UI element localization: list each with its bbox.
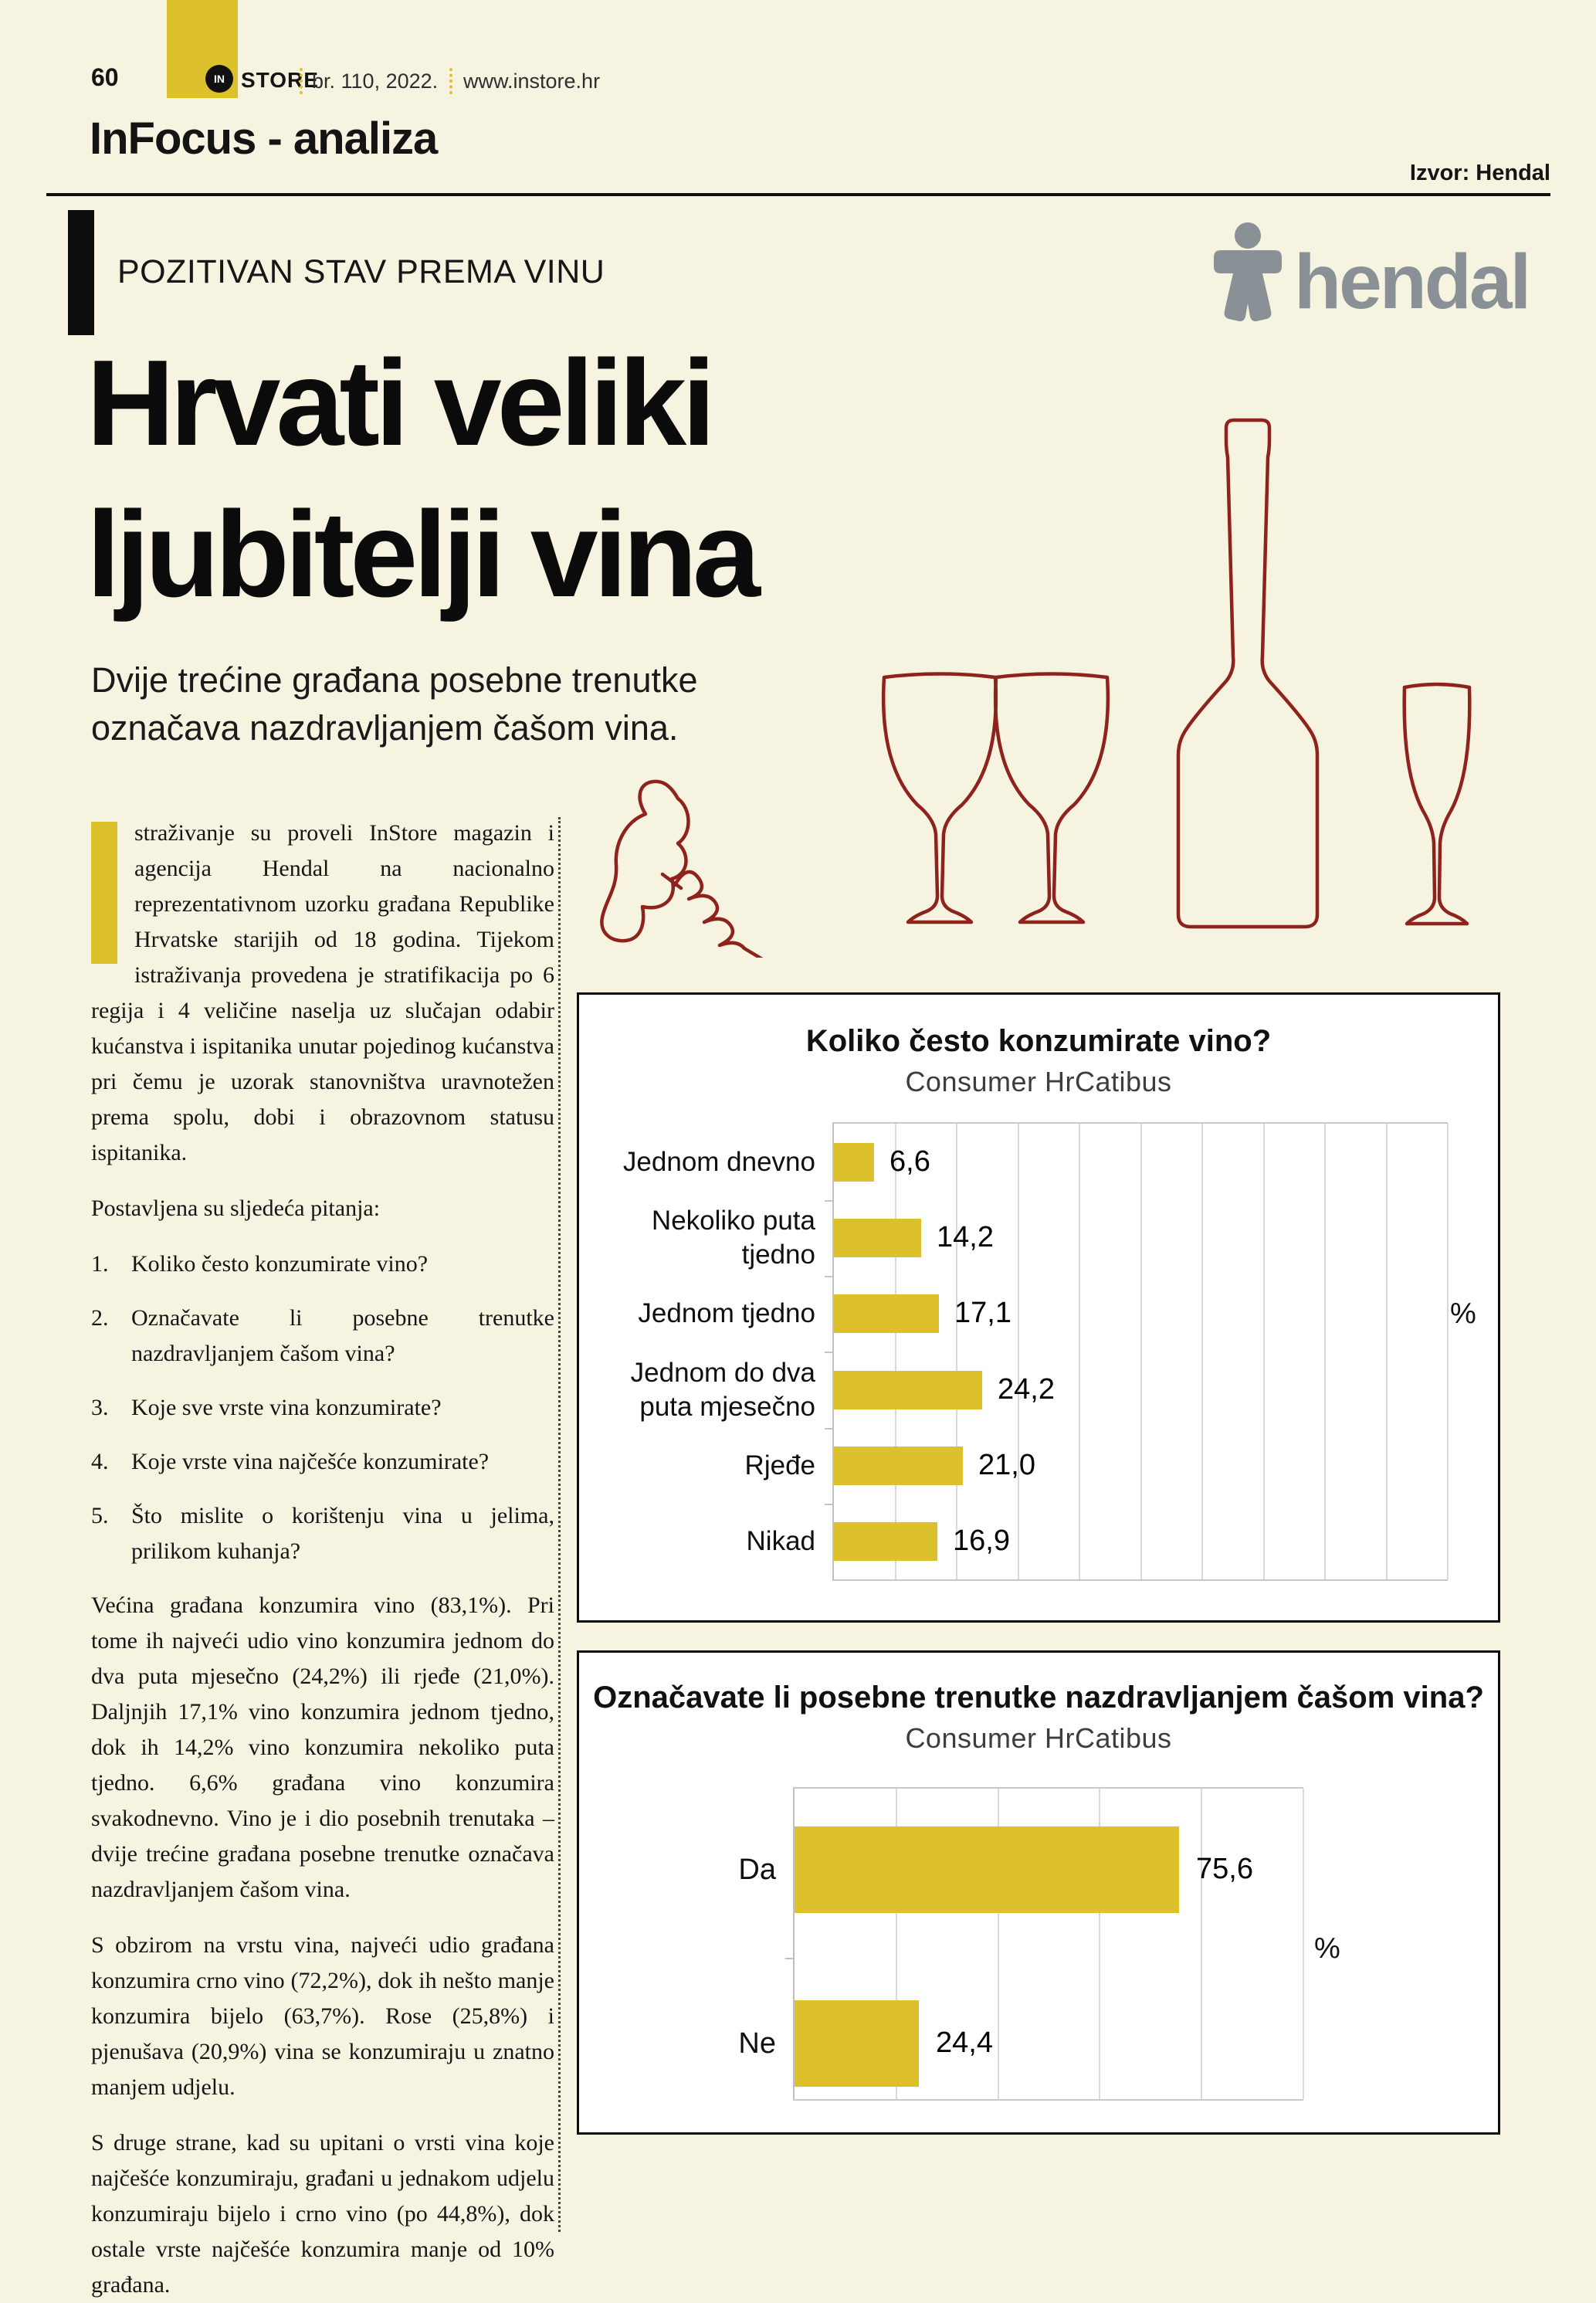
question-text: Što mislite o korištenju vina u jelima, prilikom kuhanja? [131,1503,554,1564]
gridline [1447,1124,1449,1579]
question-number: 3. [91,1395,109,1420]
question-number: 4. [91,1449,109,1474]
question-number: 1. [91,1251,109,1277]
bar-ne [795,2000,919,2087]
bar-da [795,1826,1179,1913]
gridline [1079,1124,1080,1579]
bar-jednom-do-dva-puta-mjese-no [834,1371,982,1409]
category-label: Jednom dnevno [622,1147,815,1177]
question-text: Koje vrste vina najčešće konzumirate? [131,1449,490,1474]
article-paragraph: Većina građana konzumira vino (83,1%). Pri tome ih najveći udio vino konzumira jednom do dva puta mjesečno (24,2%) ili rjeđe (21,0%). Daljnjih 17,1% vino konzumira jednom tjedno, dok ih 14,2% vino konzumira nekoliko puta tjedno. 6,6% građana vino konzumira svakodnevno. Vino je i dio posebnih trenutaka – dvije trećine građana posebne trenutke označava nazdravljanjem čašom vina. [91,1592,554,1902]
article-paragraph: S obzirom na vrstu vina, najveći udio građana konzumira crno vino (72,2%), dok ih nešto manje konzumira bijelo (63,7%). Rose (25,8%) i pjenušava (20,9%) vina se konzumiraju u znatno manjem udjelu. [91,1932,554,2100]
chart-title: Koliko često konzumirate vino? [805,1024,1272,1058]
value-label: 6,6 [889,1145,930,1178]
drop-cap-bar [91,822,117,964]
axis-tick [825,1200,832,1202]
gridline [1018,1124,1019,1579]
header-rule [46,193,1550,196]
kicker-bar [68,210,94,335]
chart-subtitle: Consumer HrCatibus [905,1066,1172,1097]
wine-bottle-illustration [1178,420,1317,927]
column-divider [558,817,561,2232]
bar-jednom-tjedno [834,1294,939,1333]
category-label: Nikad [746,1526,815,1556]
value-label: 14,2 [937,1221,994,1253]
question-text: Označavate li posebne trenutke nazdravljanjem čašom vina? [131,1305,554,1366]
axis-tick [825,1276,832,1277]
chart-consumption-frequency [577,992,1500,1623]
value-label: 21,0 [978,1449,1035,1481]
gridline [1201,1789,1202,2099]
unit-label: % [1450,1297,1476,1330]
gridline [1303,1789,1304,2099]
category-label: Jednom do dva puta mjesečno [630,1358,815,1422]
chart-toasting-special-moments [577,1650,1500,2135]
axis-tick [825,1352,832,1353]
value-label: 75,6 [1196,1853,1253,1885]
instore-logo-icon: IN [205,65,233,93]
question-text: Koje sve vrste vina konzumirate? [131,1395,442,1420]
unit-label: % [1314,1932,1340,1965]
category-label: Da [738,1854,776,1886]
chart-plot-area [832,1122,1448,1581]
bar-nekoliko-puta-tjedno [834,1219,921,1257]
wine-glasses-illustration [883,674,1108,923]
question-number: 5. [91,1503,109,1528]
article-lead: Dvije trećine građana posebne trenutke označava nazdravljanjem čašom vina. [91,660,698,748]
question-item [91,1498,554,1569]
gridline [1201,1124,1203,1579]
issue-number: br. 110, 2022. [312,70,439,93]
gridline [1324,1124,1326,1579]
question-item [91,1444,554,1480]
category-label: Jednom tjedno [638,1298,815,1328]
source-credit: Izvor: Hendal [1409,161,1550,185]
article-paragraph: straživanje su proveli InStore magazin i agencija Hendal na nacionalno reprezentativnom uzorku građana Republike Hrvatske starijih od 18 godina. Tijekom istraživanja provedena je stratifikacija po 6 regija i 4 veličine naselja uz slučajan odabir kućanstva i ispitanika unutar pojedinog kućanstva pri čemu je uzorak stanovništva uravnotežen prema spolu, dobi i obrazovnom statusu ispitanika. [91,820,554,1165]
chart-subtitle: Consumer HrCatibus [905,1722,1172,1754]
value-label: 24,2 [998,1373,1055,1406]
article-paragraph: S druge strane, kad su upitani o vrsti vina koje najčešće konzumiraju, građani u jednakom udjelu konzumiraju bijelo i crno vino (po 44,8%), dok ostale vrste najčešće konzumira manje od 10% građana. [91,2130,554,2298]
question-number: 2. [91,1305,109,1331]
bar-nikad [834,1522,937,1561]
questions-list [91,1246,554,1569]
article-title-line2: ljubitelji vina [86,487,756,622]
axis-tick [825,1504,832,1505]
category-label: Nekoliko puta tjedno [651,1206,815,1270]
hendal-logo-text: hendal [1294,239,1530,325]
gridline [1140,1124,1142,1579]
section-title: InFocus - analiza [90,114,438,164]
question-item [91,1301,554,1372]
question-item [91,1390,554,1426]
value-label: 24,4 [936,2027,993,2059]
brand-name: STORE [241,68,319,92]
corkscrew-illustration [601,782,768,958]
gridline [1386,1124,1388,1579]
header-separator [300,68,303,94]
bar-jednom-dnevno [834,1143,874,1182]
page-number: 60 [91,63,119,91]
wine-illustration [571,402,1521,958]
gridline [895,1124,896,1579]
bar-rje-e [834,1447,963,1485]
questions-intro: Postavljena su sljedeća pitanja: [91,1196,381,1221]
hendal-person-icon [1214,222,1282,321]
axis-tick [785,1958,793,1959]
category-label: Rjeđe [744,1450,815,1480]
axis-tick [825,1428,832,1430]
gridline [1263,1124,1265,1579]
article-title-line1: Hrvati veliki [86,335,712,471]
question-text: Koliko često konzumirate vino? [131,1251,429,1277]
header-separator [449,68,452,94]
question-item [91,1246,554,1282]
article-kicker: POZITIVAN STAV PREMA VINU [117,253,605,290]
value-label: 16,9 [953,1525,1010,1557]
gridline [956,1124,957,1579]
value-label: 17,1 [954,1297,1011,1329]
article-body [91,816,554,2298]
chart-title: Označavate li posebne trenutke nazdravljanjem čašom vina? [593,1681,1484,1715]
website-link[interactable]: www.instore.hr [463,70,601,93]
hendal-logo [1203,219,1566,327]
category-label: Ne [738,2027,776,2060]
champagne-flute-illustration [1405,684,1470,924]
